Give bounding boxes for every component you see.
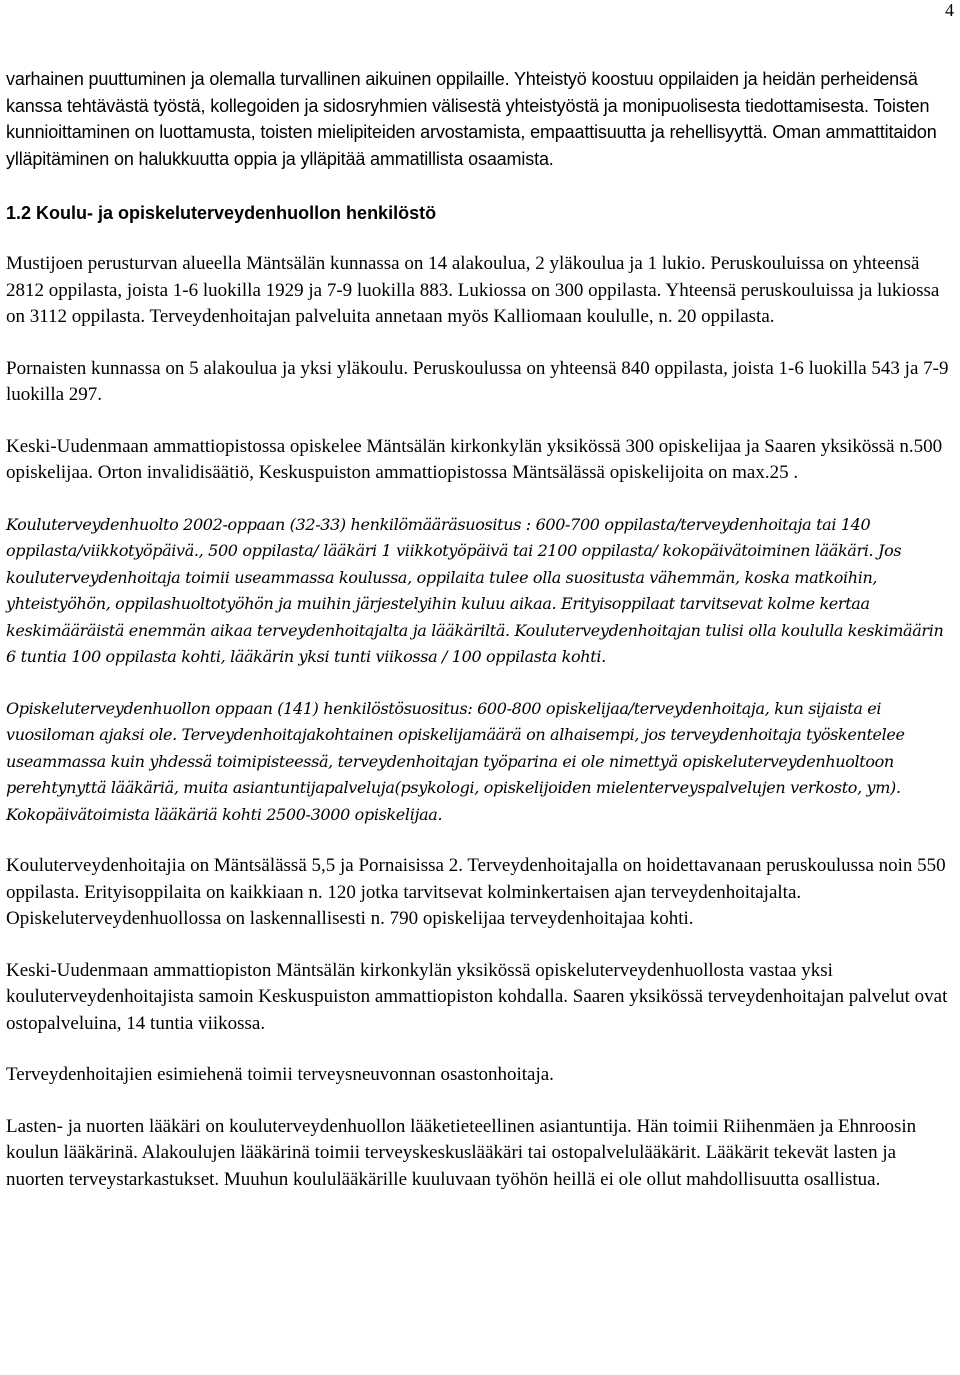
doctor-paragraph: Lasten- ja nuorten lääkäri on kouluterveydenhuollon lääketieteellinen asiantuntija. Hän toimii Riihenmäen ja Ehnroosin koulun lääkärinä. Alakoulujen lääkärinä toimii terveyskeskuslääkäri tai ostopalvelulääkärit. Lääkärit tekevät lasten ja nuorten terveystarkastukset. Muuhun koululääkärille kuuluvaan työhön heillä ei ole ollut mahdollisuutta osallistua.	[6, 1115, 917, 1190]
school-health-guide-paragraph: Kouluterveydenhuolto 2002-oppaan (32-33) henkilömääräsuositus : 600-700 oppilasta/terveydenhoitaja tai 140 oppilasta/viikkotyöpäivä., 500 oppilasta/ lääkäri 1 viikkotyöpäivä tai 2100 oppilasta/ kokopäivätoiminen lääkäri. Jos kouluterveydenhoitaja toimii useammassa koulussa, oppilaita tulee olla suositusta vähemmän, koska matkoihin, yhteistyöhön, oppilashuoltotyöhön ja muihin järjestelyihin kuluu aikaa. Erityisoppilaat tarvitsevat kolme kertaa keskimääräistä enemmän aikaa terveydenhoitajalta ja lääkäriltä. Kouluterveydenhoitajan tulisi olla koululla keskimäärin 6 tuntia 100 oppilasta kohti, lääkärin yksi tunti viikossa / 100 oppilasta kohti.	[6, 514, 944, 666]
document-body	[6, 66, 954, 1193]
intro-paragraph: varhainen puuttuminen ja olemalla turvallinen aikuinen oppilaille. Yhteistyö koostuu oppilaiden ja heidän perheidensä kanssa tehtävästä työstä, kollegoiden ja sidosryhmien välisestä yhteistyöstä ja monipuolisesta tiedottamisesta. Toisten kunnioittaminen on luottamusta, toisten mielipiteiden arvostamista, empaattisuutta ja rehellisyyttä. Oman ammattitaidon ylläpitäminen on halukkuutta oppia ja ylläpitää ammatillista osaamista.	[6, 69, 937, 169]
mustijoki-paragraph: Mustijoen perusturvan alueella Mäntsälän kunnassa on 14 alakoulua, 2 yläkoulua ja 1 lukio. Peruskouluissa on yhteensä 2812 oppilasta, joista 1-6 luokilla 1929 ja 7-9 luokilla 883. Lukiossa on 300 oppilasta. Yhteensä peruskouluissa ja lukiossa on 3112 oppilasta. Terveydenhoitajan palveluita annetaan myös Kalliomaan koululle, n. 20 oppilasta.	[6, 253, 940, 327]
page-number: 4	[945, 0, 954, 20]
student-health-guide-paragraph: Opiskeluterveydenhuollon oppaan (141) henkilöstösuositus: 600-800 opiskelijaa/terveydenhoitaja, kun sijaista ei vuosiloman ajaksi ole. Terveydenhoitajakohtainen opiskelijamäärä on alhaisempi, jos terveydenhoitaja työskentelee useammassa kuin yhdessä toimipisteessä, terveydenhoitajan työparina ei ole nimettyä opiskeluterveydenhuoltoon perehtynyttä lääkäriä, muita asiantuntijapalveluja(psykologi, opiskelijoiden mielenterveyspalvelujen verkosto, ym). Kokopäivätoimista lääkäriä kohti 2500-3000 opiskelijaa.	[6, 698, 905, 824]
section-heading: 1.2 Koulu- ja opiskeluterveydenhuollon henkilöstö	[6, 203, 437, 223]
nurses-paragraph: Kouluterveydenhoitajia on Mäntsälässä 5,5 ja Pornaisissa 2. Terveydenhoitajalla on hoidettavanaan peruskoulussa noin 550 oppilasta. Erityisoppilaita on kaikkiaan n. 120 jotka tarvitsevat kolminkertaisen ajan terveydenhoitajalta. Opiskeluterveydenhuollossa on laskennallisesti n. 790 opiskelijaa terveydenhoitajaa kohti.	[6, 855, 946, 929]
pornainen-paragraph: Pornaisten kunnassa on 5 alakoulua ja yksi yläkoulu. Peruskoulussa on yhteensä 840 oppilasta, joista 1-6 luokilla 543 ja 7-9 luokilla 297.	[6, 357, 949, 405]
keuda-nurse-paragraph: Keski-Uudenmaan ammattiopiston Mäntsälän kirkonkylän yksikössä opiskeluterveydenhuollosta vastaa yksi kouluterveydenhoitajista samoin Keskuspuiston ammattiopiston kohdalla. Saaren yksikössä terveydenhoitajan palvelut ovat ostopalveluina, 14 tuntia viikossa.	[6, 959, 948, 1034]
supervisor-paragraph: Terveydenhoitajien esimiehenä toimii terveysneuvonnan osastonhoitaja.	[6, 1064, 554, 1085]
keuda-paragraph: Keski-Uudenmaan ammattiopistossa opiskelee Mäntsälän kirkonkylän yksikössä 300 opiskelijaa ja Saaren yksikössä n.500 opiskelijaa. Orton invalidisäätiö, Keskuspuiston ammattiopistossa Mäntsälässä opiskelijoita on max.25 .	[6, 435, 943, 483]
